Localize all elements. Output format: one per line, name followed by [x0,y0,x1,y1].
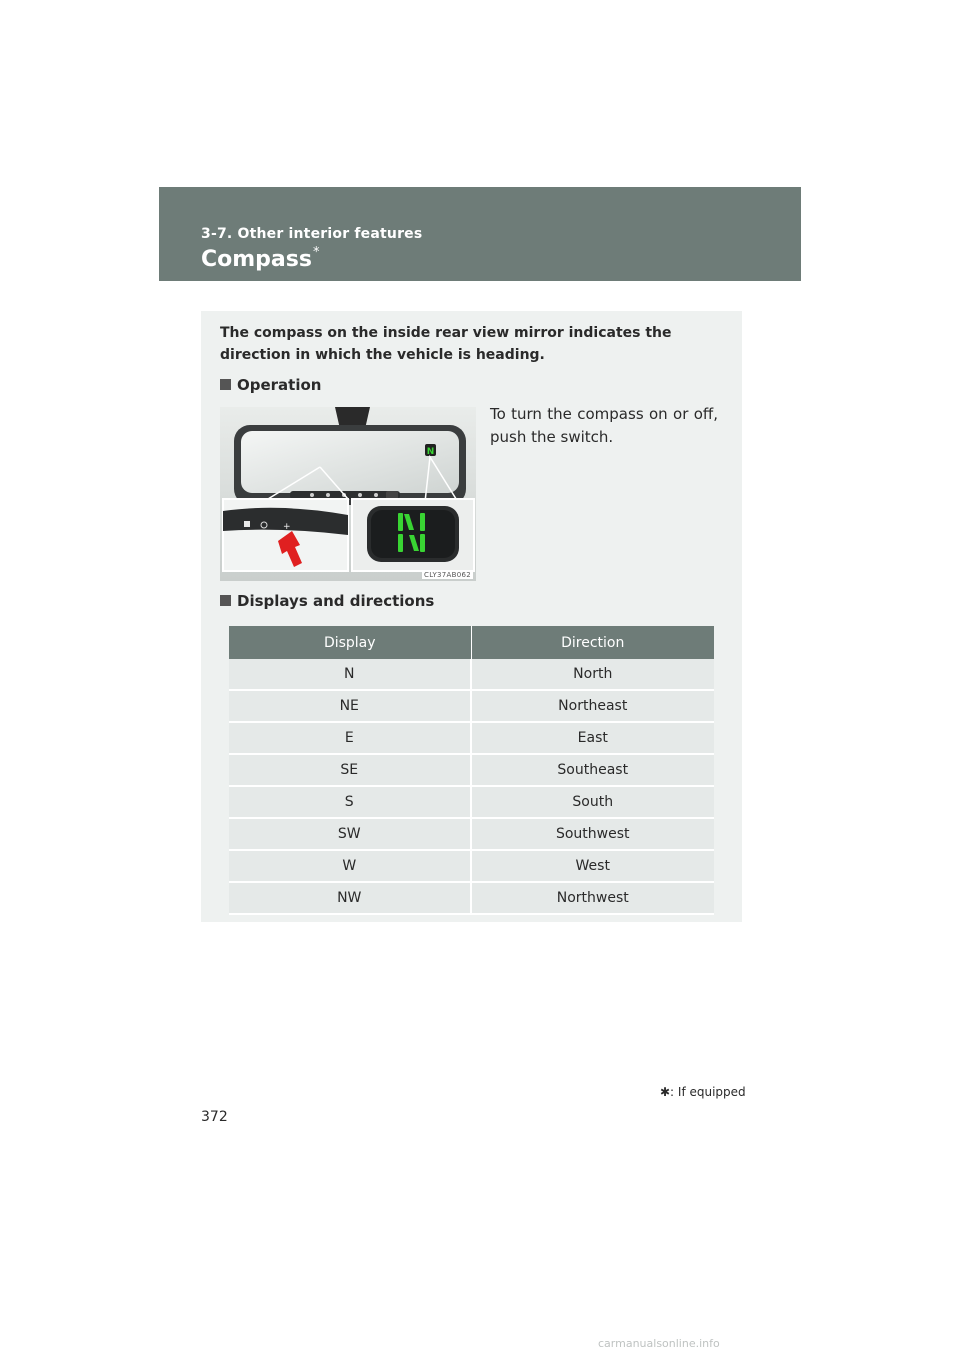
display-cell: W [229,851,472,883]
table-header-row [229,626,714,659]
display-cell: SW [229,819,472,851]
table-row [229,883,714,915]
column-header-display: Display [229,626,472,659]
column-header-direction: Direction [472,626,715,659]
direction-cell: West [472,851,715,883]
table-row [229,723,714,755]
display-cell: N [229,659,472,691]
direction-cell: South [472,787,715,819]
displays-heading [220,592,434,610]
table-row [229,851,714,883]
operation-heading [220,376,321,394]
table-row [229,691,714,723]
page-header [159,187,801,281]
intro-text: The compass on the inside rear view mirror indicates the direction in which the vehicle is heading. [220,325,672,363]
table-row [229,755,714,787]
display-cell: E [229,723,472,755]
section-title: 3-7. Other interior features [201,226,423,242]
direction-cell: East [472,723,715,755]
direction-cell: North [472,659,715,691]
page-number: 372 [201,1109,228,1125]
operation-text: To turn the compass on or off, push the switch. [490,405,718,446]
direction-cell: Northwest [472,883,715,915]
title-text: Compass [201,247,312,272]
if-equipped-mark: * [312,245,320,260]
direction-cell: Southwest [472,819,715,851]
operation-heading-label: Operation [237,376,322,394]
mirror-drawing [220,407,476,581]
display-cell: NE [229,691,472,723]
content-panel [201,311,742,922]
display-cell: NW [229,883,472,915]
displays-heading-label: Displays and directions [237,592,435,610]
square-bullet-icon [220,595,231,606]
mini-compass-letter: N [426,447,435,457]
square-bullet-icon [220,379,231,390]
table-row [229,787,714,819]
display-cell: SE [229,755,472,787]
directions-table [229,626,714,915]
display-cell: S [229,787,472,819]
figure-id: CLY37AB062 [424,571,471,579]
footnote: ✱: If equipped [660,1085,746,1099]
table-row [229,659,714,691]
svg-text:+: + [283,522,291,532]
table-row [229,819,714,851]
direction-cell: Southeast [472,755,715,787]
mirror-illustration [220,407,476,581]
direction-cell: Northeast [472,691,715,723]
page-title [201,247,319,272]
watermark: carmanualsonline.info [598,1337,720,1350]
